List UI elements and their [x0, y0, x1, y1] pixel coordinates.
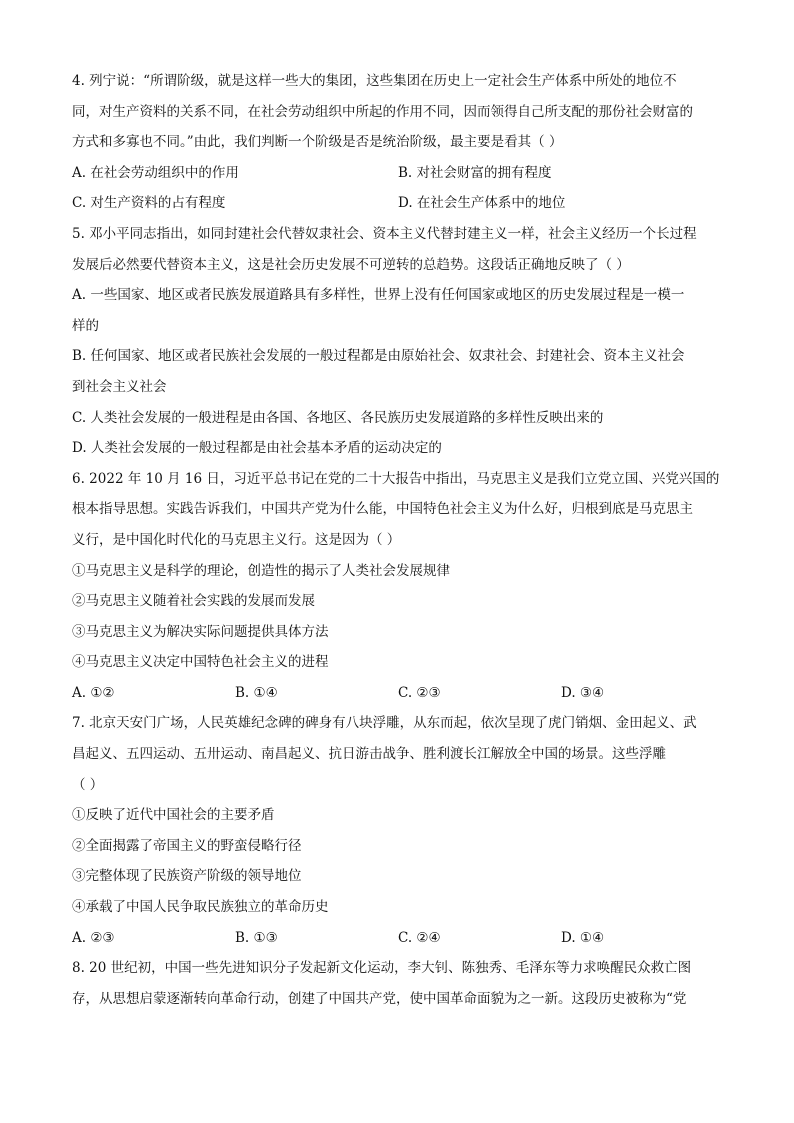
question-4-options-row-2	[72, 188, 724, 219]
question-5-option-c[interactable]: C. 人类社会发展的一般进程是由各国、各地区、各民族历史发展道路的多样性反映出来的	[72, 409, 604, 426]
question-7-stem-line-2: 昌起义、五四运动、五卅运动、南昌起义、抗日游击战争、胜利渡长江解放全中国的场景。这些浮雕	[72, 746, 666, 763]
question-6-statement-1: ①马克思主义是科学的理论，创造性的揭示了人类社会发展规律	[72, 562, 450, 579]
question-7-stem-line-3: （ ）	[72, 776, 104, 793]
question-8-stem-line-1: 8. 20 世纪初，中国一些先进知识分子发起新文化运动，李大钊、陈独秀、毛泽东等力求唤醒民众救亡图	[72, 960, 692, 977]
question-8	[72, 953, 724, 1014]
question-7-statement-2: ②全面揭露了帝国主义的野蛮侵略行径	[72, 837, 302, 854]
question-5-stem-line-1: 5. 邓小平同志指出，如同封建社会代替奴隶社会、资本主义代替封建主义一样，社会主义经历一个长过程	[72, 225, 697, 242]
question-7-statement-4: ④承载了中国人民争取民族独立的革命历史	[72, 899, 329, 916]
question-6-stem-line-3: 义行，是中国化时代化的马克思主义行。这是因为（ ）	[72, 531, 401, 548]
exam-page	[72, 66, 724, 1014]
question-5-option-a[interactable]	[72, 280, 724, 341]
question-6-statement-4: ④马克思主义决定中国特色社会主义的进程	[72, 654, 329, 671]
question-5-option-b-line-2: 到社会主义社会	[72, 378, 167, 395]
question-4	[72, 66, 724, 219]
question-4-stem-line-2: 同，对生产资料的关系不同，在社会劳动组织中所起的作用不同，因而领得自己所支配的那份社会财富的	[72, 103, 693, 120]
question-4-option-c[interactable]: C. 对生产资料的占有程度	[72, 195, 226, 212]
question-4-options-row-1	[72, 158, 724, 189]
question-4-stem-line-1: 4. 列宁说：“所谓阶级，就是这样一些大的集团，这些集团在历史上一定社会生产体系中所处的地位不	[72, 73, 677, 89]
question-6-statement-3: ③马克思主义为解决实际问题提供具体方法	[72, 623, 329, 640]
question-4-stem-line-3: 方式和多寡也不同。”由此，我们判断一个阶级是否是统治阶级，最主要是看其（ ）	[72, 134, 563, 151]
question-6-option-a[interactable]: A. ①②	[72, 684, 115, 701]
question-4-option-a[interactable]: A. 在社会劳动组织中的作用	[72, 164, 239, 181]
question-7-option-d[interactable]: D. ①④	[561, 929, 605, 946]
question-5-option-d[interactable]: D. 人类社会发展的一般过程都是由社会基本矛盾的运动决定的	[72, 440, 442, 457]
question-6	[72, 464, 724, 709]
question-7-statement-1: ①反映了近代中国社会的主要矛盾	[72, 807, 275, 824]
question-7-option-b[interactable]: B. ①③	[235, 929, 278, 946]
question-6-stem-line-2: 根本指导思想。实践告诉我们，中国共产党为什么能，中国特色社会主义为什么好，归根到底是马克思主	[72, 501, 693, 518]
question-5-option-b[interactable]	[72, 341, 724, 402]
question-7-stem-line-1: 7. 北京天安门广场，人民英雄纪念碑的碑身有八块浮雕，从东而起，依次呈现了虎门销烟、金田起义、武	[72, 715, 697, 732]
question-5-option-b-line-1: B. 任何国家、地区或者民族社会发展的一般过程都是由原始社会、奴隶社会、封建社会、资本主义社会	[72, 348, 685, 365]
question-5	[72, 219, 724, 464]
question-5-stem-line-2: 发展后必然要代替资本主义，这是社会历史发展不可逆转的总趋势。这段话正确地反映了（ ）	[72, 256, 630, 273]
question-6-option-d[interactable]: D. ③④	[561, 684, 605, 701]
question-7-option-c[interactable]: C. ②④	[398, 929, 441, 946]
question-6-option-b[interactable]: B. ①④	[235, 684, 278, 701]
question-5-option-a-line-2: 样的	[72, 317, 99, 334]
question-7-statement-3: ③完整体现了民族资产阶级的领导地位	[72, 868, 302, 885]
question-7-option-a[interactable]: A. ②③	[72, 929, 115, 946]
question-6-statement-2: ②马克思主义随着社会实践的发展而发展	[72, 593, 315, 610]
question-5-option-a-line-1: A. 一些国家、地区或者民族发展道路具有多样性，世界上没有任何国家或地区的历史发展过程是一模一	[72, 287, 685, 304]
question-6-option-c[interactable]: C. ②③	[398, 684, 441, 701]
question-4-option-b[interactable]: B. 对社会财富的拥有程度	[398, 164, 552, 181]
question-4-option-d[interactable]: D. 在社会生产体系中的地位	[398, 195, 566, 212]
question-7	[72, 708, 724, 953]
question-6-stem-line-1: 6. 2022 年 10 月 16 日，习近平总书记在党的二十大报告中指出，马克思主义是我们立党立国、兴党兴国的	[72, 470, 720, 487]
question-6-options	[72, 678, 724, 709]
question-8-stem-line-2: 存，从思想启蒙逐渐转向革命行动，创建了中国共产党，使中国革命面貌为之一新。这段历史被称为“党	[72, 990, 687, 1007]
question-7-options	[72, 923, 724, 954]
